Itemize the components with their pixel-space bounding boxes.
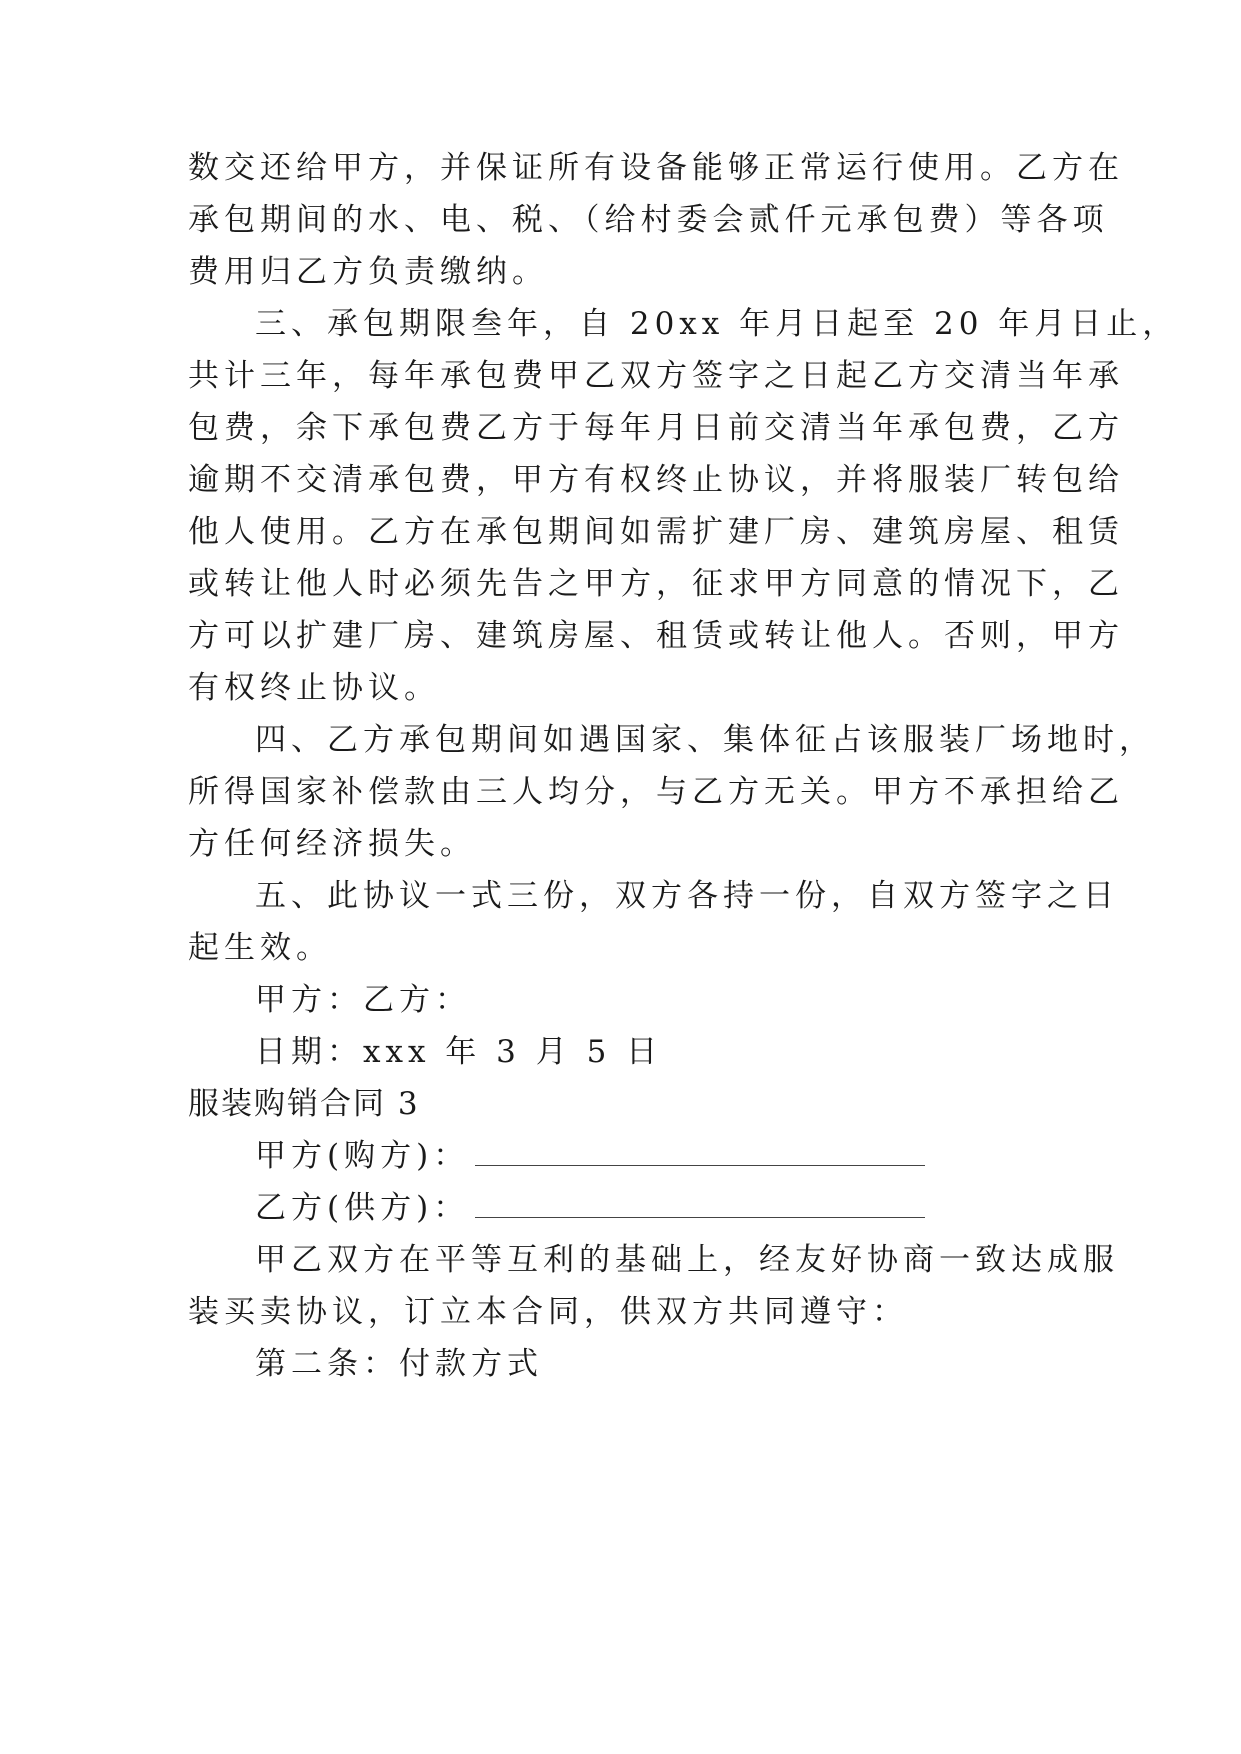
signature-line: 甲方：乙方： bbox=[255, 982, 471, 1018]
party-a-label: 甲方(购方)： bbox=[255, 1138, 470, 1174]
paragraph-2-line-1: 三、承包期限叁年，自 20xx 年月日起至 20 年月日止， bbox=[255, 306, 1179, 342]
paragraph-5-line-1: 甲乙双方在平等互利的基础上，经友好协商一致达成服 bbox=[255, 1242, 1119, 1278]
paragraph-2-line-4: 逾期不交清承包费，甲方有权终止协议，并将服装厂转包给 bbox=[188, 462, 1124, 498]
paragraph-3-line-1: 四、乙方承包期间如遇国家、集体征占该服装厂场地时， bbox=[255, 722, 1155, 758]
party-a-blank bbox=[475, 1137, 925, 1166]
paragraph-2-line-2: 共计三年，每年承包费甲乙双方签字之日起乙方交清当年承 bbox=[188, 358, 1124, 394]
paragraph-2-line-6: 或转让他人时必须先告之甲方，征求甲方同意的情况下，乙 bbox=[188, 566, 1124, 602]
party-b-label: 乙方(供方)： bbox=[255, 1190, 470, 1226]
party-a-line bbox=[255, 1136, 1135, 1176]
paragraph-4-line-2: 起生效。 bbox=[188, 930, 332, 966]
contract-title: 服装购销合同 3 bbox=[188, 1086, 420, 1122]
paragraph-2-line-5: 他人使用。乙方在承包期间如需扩建厂房、建筑房屋、租赁 bbox=[188, 514, 1124, 550]
paragraph-5-line-2: 装买卖协议，订立本合同，供双方共同遵守： bbox=[188, 1294, 908, 1330]
paragraph-3-line-3: 方任何经济损失。 bbox=[188, 826, 476, 862]
paragraph-1-line-1: 数交还给甲方，并保证所有设备能够正常运行使用。乙方在 bbox=[188, 150, 1124, 186]
paragraph-4-line-1: 五、此协议一式三份，双方各持一份，自双方签字之日 bbox=[255, 878, 1119, 914]
article-heading: 第二条：付款方式 bbox=[255, 1346, 543, 1382]
paragraph-3-line-2: 所得国家补偿款由三人均分，与乙方无关。甲方不承担给乙 bbox=[188, 774, 1124, 810]
date-line: 日期：xxx 年 3 月 5 日 bbox=[255, 1034, 663, 1070]
paragraph-2-line-8: 有权终止协议。 bbox=[188, 670, 440, 706]
party-b-blank bbox=[475, 1189, 925, 1218]
paragraph-2-line-3: 包费，余下承包费乙方于每年月日前交清当年承包费，乙方 bbox=[188, 410, 1124, 446]
paragraph-1-line-3: 费用归乙方负责缴纳。 bbox=[188, 254, 548, 290]
paragraph-2-line-7: 方可以扩建厂房、建筑房屋、租赁或转让他人。否则，甲方 bbox=[188, 618, 1124, 654]
party-b-line bbox=[255, 1188, 1135, 1228]
paragraph-1-line-2: 承包期间的水、电、税、（给村委会贰仟元承包费）等各项 bbox=[188, 202, 1109, 238]
